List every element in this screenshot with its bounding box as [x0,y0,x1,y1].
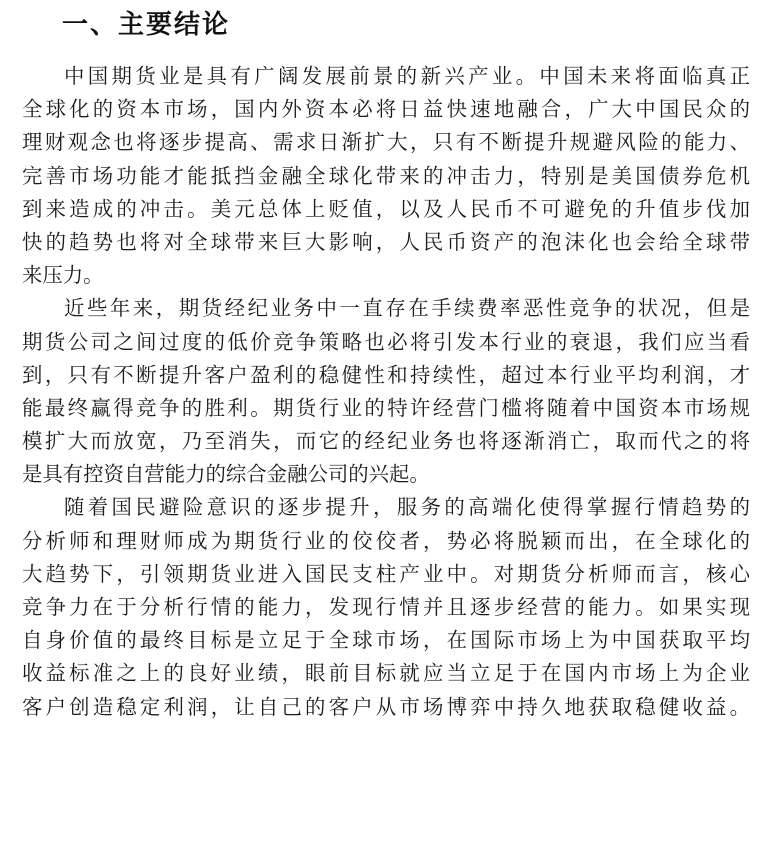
text-line: 中国期货业是具有广阔发展前景的新兴产业。中国未来将面临真正 [64,64,750,88]
text-line: 模扩大而放宽，乃至消失，而它的经纪业务也将逐渐消亡，取而代之的将 [22,429,750,454]
text-line: 收益标准之上的良好业绩，眼前目标就应当立足于在国内市场上为企业 [22,661,750,686]
text-line: 是具有控资自营能力的综合金融公司的兴起。 [22,462,430,487]
text-line: 到来造成的冲击。美元总体上贬值，以及人民币不可避免的升值步伐加 [22,196,750,221]
text-line: 快的趋势也将对全球带来巨大影响，人民币资产的泡沫化也会给全球带 [22,229,750,254]
section-heading: 一、主要结论 [62,10,231,40]
text-line: 到，只有不断提升客户盈利的稳健性和持续性，超过本行业平均利润，才 [22,362,750,387]
body-text [22,60,750,724]
text-line: 来压力。 [22,263,104,288]
text-line: 理财观念也将逐步提高、需求日渐扩大，只有不断提升规避风险的能力、 [22,130,750,155]
text-line: 随着国民避险意识的逐步提升，服务的高端化使得掌握行情趋势的 [64,495,750,520]
text-line: 全球化的资本市场，国内外资本必将日益快速地融合，广大中国民众的 [22,97,750,122]
text-line: 分析师和理财师成为期货行业的佼佼者，势必将脱颖而出，在全球化的 [22,528,750,553]
text-line: 大趋势下，引领期货业进入国民支柱产业中。对期货分析师而言，核心 [22,561,750,586]
text-line: 近些年来，期货经纪业务中一直存在手续费率恶性竞争的状况，但是 [64,296,750,321]
text-line: 能最终赢得竞争的胜利。期货行业的特许经营门槛将随着中国资本市场规 [22,395,750,420]
text-line: 客户创造稳定利润，让自己的客户从市场博弈中持久地获取稳健收益。 [22,694,750,719]
paragraph-2 [22,292,750,491]
text-line: 期货公司之间过度的低价竞争策略也必将引发本行业的衰退，我们应当看 [22,329,750,354]
text-line: 自身价值的最终目标是立足于全球市场，在国际市场上为中国获取平均 [22,628,750,653]
text-line: 竞争力在于分析行情的能力，发现行情并且逐步经营的能力。如果实现 [22,595,750,619]
text-line: 完善市场功能才能抵挡金融全球化带来的冲击力，特别是美国债券危机 [22,163,750,188]
paragraph-3 [22,491,750,723]
paragraph-1 [22,60,750,292]
